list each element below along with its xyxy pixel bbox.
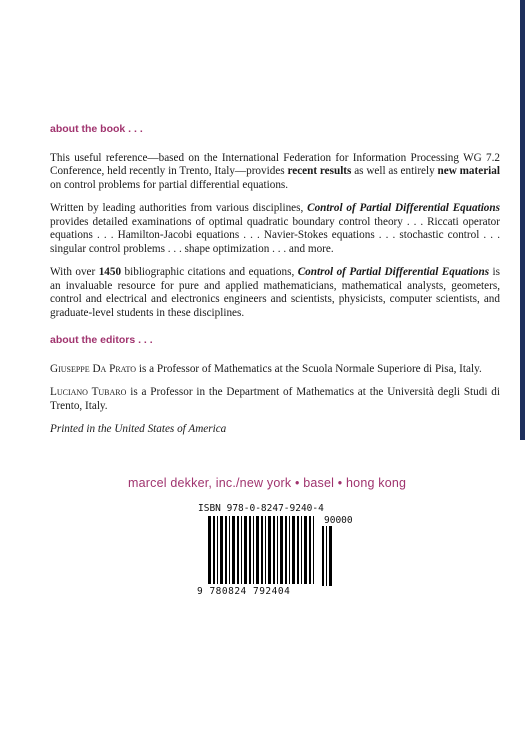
- isbn-text: ISBN 978-0-8247-9240-4: [198, 503, 324, 514]
- back-cover-text: [50, 123, 500, 447]
- about-book-paragraph-2: Written by leading authorities from various disciplines, Control of Partial Differential Equations provides detailed examinations of optimal quadratic boundary control theory . . . Riccati operator equations . . . Hamilton-Jacobi equations . . . Navier-Stokes equations . . . stochastic control . . . singular control problems . . . shape optimization . . . and more.: [50, 202, 500, 255]
- printed-note: Printed in the United States of America: [50, 423, 227, 435]
- editor-1-bio: Giuseppe Da Prato is a Professor of Mathematics at the Scuola Normale Superiore di Pisa, Italy.: [50, 362, 482, 375]
- barcode-ean-digits: 9 780824 792404: [197, 586, 291, 597]
- barcode: [198, 516, 333, 588]
- about-book-paragraph-1: This useful reference—based on the International Federation for Information Processing WG 7.2 Conference, held recently in Trento, Italy—provides recent results as well as entirely new material on control problems for partial differential equations.: [50, 151, 500, 191]
- about-book-paragraph-3: With over 1450 bibliographic citations and equations, Control of Partial Differential Equations is an invaluable resource for pure and applied mathematicians, mathematical analysts, geometers, control and electrical and electronics engineers and scientists, physicists, computer scientists, and graduate-level students in these disciplines.: [50, 266, 500, 319]
- barcode-addon-digits: 90000: [324, 515, 353, 526]
- editor-2-bio: Luciano Tubaro is a Professor in the Department of Mathematics at the Università degli Studi di Trento, Italy.: [50, 386, 500, 412]
- editor-1-name: Giuseppe Da Prato: [50, 362, 137, 375]
- publisher-line: marcel dekker, inc./new york • basel • hong kong: [128, 476, 407, 490]
- spine-edge: [520, 0, 525, 440]
- about-editors-heading: about the editors . . .: [50, 334, 153, 346]
- about-book-heading: about the book . . .: [50, 123, 143, 135]
- editor-2-name: Luciano Tubaro: [50, 386, 127, 398]
